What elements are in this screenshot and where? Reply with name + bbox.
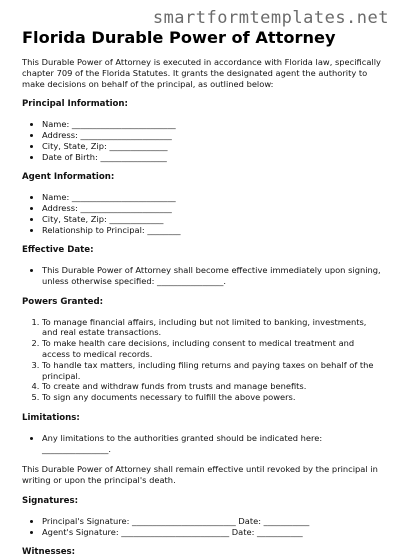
agent-address-field: • Address: ______________________ <box>42 203 384 214</box>
agent-city-field: • City, State, Zip: _____________ <box>42 214 384 225</box>
effective-date-clause: • This Durable Power of Attorney shall become effective immediately upon signing, unless otherwise specified: ________________. <box>42 265 384 287</box>
effective-heading: Effective Date: <box>22 245 94 256</box>
agent-signature-line: • Agent's Signature: __________________________ Date: ___________ <box>42 527 384 538</box>
witnesses-heading: Witnesses: <box>22 547 76 558</box>
document-body <box>22 57 384 558</box>
powers-list <box>22 317 384 403</box>
limitations-clause: • Any limitations to the authorities granted should be indicated here: ________________. <box>42 433 384 455</box>
site-watermark: smartformtemplates.net <box>152 8 389 28</box>
effective-list <box>22 265 384 287</box>
principal-address-field: • Address: ______________________ <box>42 130 384 141</box>
principal-heading: Principal Information: <box>22 99 128 110</box>
principal-list <box>22 119 384 162</box>
agent-heading: Agent Information: <box>22 172 115 183</box>
closing-paragraph: This Durable Power of Attorney shall remain effective until revoked by the principal in writing or upon the principal's death. <box>22 464 378 486</box>
principal-name-field: • Name: _________________________ <box>42 119 384 130</box>
signatures-heading: Signatures: <box>22 495 79 506</box>
power-item: 2. To make health care decisions, including consent to medical treatment and access to medical records. <box>42 338 384 360</box>
limitations-heading: Limitations: <box>22 412 80 423</box>
powers-heading: Powers Granted: <box>22 296 104 307</box>
agent-list <box>22 192 384 235</box>
agent-relationship-field: • Relationship to Principal: ________ <box>42 225 384 236</box>
power-item: 1. To manage financial affairs, including but not limited to banking, investments, and real estate transactions. <box>42 317 384 339</box>
principal-signature-line: • Principal's Signature: _________________________ Date: ___________ <box>42 516 384 527</box>
principal-dob-field: • Date of Birth: ________________ <box>42 152 384 163</box>
power-item: 4. To create and withdraw funds from trusts and manage benefits. <box>42 381 384 392</box>
power-item: 5. To sign any documents necessary to fulfill the above powers. <box>42 392 384 403</box>
agent-name-field: • Name: _________________________ <box>42 192 384 203</box>
principal-city-field: • City, State, Zip: ______________ <box>42 141 384 152</box>
intro-paragraph: This Durable Power of Attorney is executed in accordance with Florida law, specifically chapter 709 of the Florida Statutes. It grants the designated agent the authority to make decisions on behalf of the principal, as outlined below: <box>22 57 381 89</box>
signatures-list <box>22 516 384 538</box>
power-item: 3. To handle tax matters, including filing returns and paying taxes on behalf of the principal. <box>42 360 384 382</box>
limitations-list <box>22 433 384 455</box>
document-title: Florida Durable Power of Attorney <box>22 28 336 47</box>
